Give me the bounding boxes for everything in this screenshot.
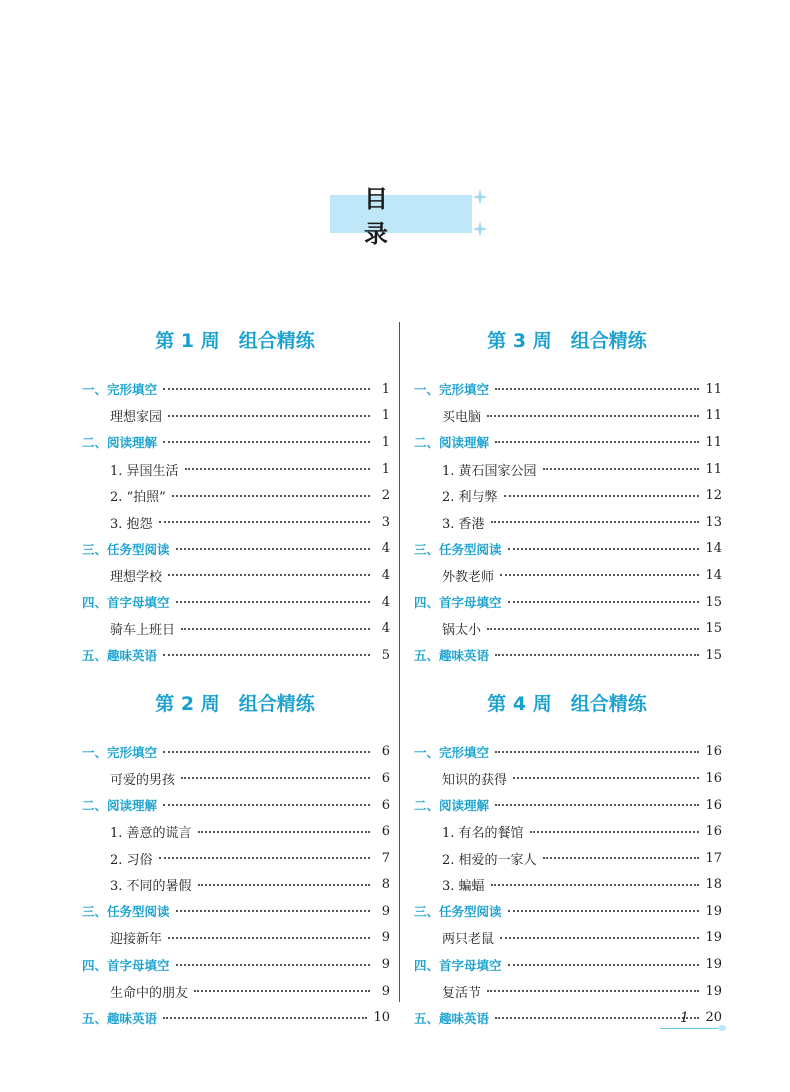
toc-entry-row[interactable]	[412, 845, 722, 872]
week-block	[412, 326, 722, 669]
dot-leader	[168, 411, 370, 417]
toc-section-row[interactable]	[412, 898, 722, 925]
dot-leader	[495, 800, 699, 806]
toc-entry-label: 五、趣味英语	[82, 648, 158, 664]
dot-leader	[163, 650, 370, 656]
toc-entry-row[interactable]	[412, 456, 722, 483]
toc-entry-label: 3. 香港	[442, 516, 485, 532]
toc-entry-label: 五、趣味英语	[414, 1010, 490, 1026]
toc-entry-row[interactable]	[412, 615, 722, 642]
toc-entry-label: 2. 习俗	[110, 852, 153, 868]
dot-leader	[543, 464, 700, 470]
dot-leader	[181, 624, 370, 630]
toc-entry-row[interactable]	[80, 872, 390, 899]
dot-leader	[168, 570, 370, 576]
toc-entry-label: 二、阅读理解	[82, 435, 158, 451]
toc-page-number: 15	[705, 621, 722, 637]
toc-entry-label: 二、阅读理解	[414, 435, 490, 451]
toc-section-row[interactable]	[80, 536, 390, 563]
week-block	[80, 689, 390, 1032]
toc-entry-label: 五、趣味英语	[82, 1010, 158, 1026]
toc-entry-label: 三、任务型阅读	[414, 904, 502, 920]
toc-entry-label: 两只老鼠	[442, 932, 495, 948]
dot-leader	[163, 384, 370, 390]
week-title: 第 1 周 组合精练	[155, 330, 315, 352]
toc-page-number: 2	[381, 488, 390, 504]
toc-page-number: 11	[705, 461, 722, 477]
dot-leader	[163, 1013, 367, 1019]
toc-section-row[interactable]	[412, 589, 722, 616]
toc-entry-label: 迎接新年	[110, 932, 163, 948]
toc-section-row[interactable]	[412, 739, 722, 766]
dot-leader	[176, 544, 370, 550]
dot-leader	[168, 933, 370, 939]
footer-ornament	[718, 1025, 726, 1031]
toc-page-number: 19	[705, 903, 722, 919]
dot-leader	[495, 437, 699, 443]
toc-entry-label: 四、首字母填空	[414, 595, 502, 611]
toc-page-number: 20	[705, 1010, 722, 1026]
toc-entry-label: 五、趣味英语	[414, 648, 490, 664]
toc-entry-label: 四、首字母填空	[82, 595, 170, 611]
dot-leader	[495, 384, 699, 390]
toc-section-row[interactable]	[412, 536, 722, 563]
column-divider	[399, 322, 400, 1002]
toc-page-number: 16	[705, 797, 722, 813]
dot-leader	[163, 800, 370, 806]
toc-entry-label: 知识的获得	[442, 772, 508, 788]
dot-leader	[185, 464, 370, 470]
toc-page-number: 1	[381, 461, 390, 477]
toc-entry-row[interactable]	[80, 403, 390, 430]
toc-section-row[interactable]	[80, 1004, 390, 1031]
dot-leader	[198, 827, 370, 833]
toc-section-row[interactable]	[80, 739, 390, 766]
dot-leader	[508, 597, 700, 603]
dot-leader	[176, 597, 370, 603]
toc-entry-label: 理想学校	[110, 569, 163, 585]
toc-entry-label: 1. 善意的谎言	[110, 826, 192, 842]
dot-leader	[508, 544, 700, 550]
toc-entry-label: 四、首字母填空	[82, 957, 170, 973]
toc-page-number: 15	[705, 647, 722, 663]
toc-entry-label: 骑车上班日	[110, 623, 176, 639]
toc-page-number: 6	[381, 744, 390, 760]
toc-entry-label: 一、完形填空	[82, 382, 158, 398]
toc-entry-row[interactable]	[80, 615, 390, 642]
dot-leader	[495, 1013, 699, 1019]
toc-page-number: 1	[381, 434, 390, 450]
dot-leader	[176, 906, 370, 912]
toc-entry-label: 二、阅读理解	[414, 798, 490, 814]
toc-page-number: 19	[705, 983, 722, 999]
week-title: 第 3 周 组合精练	[487, 330, 647, 352]
toc-entry-label: 可爱的男孩	[110, 772, 176, 788]
dot-leader	[508, 960, 700, 966]
toc-section-row[interactable]	[80, 429, 390, 456]
dot-leader	[176, 960, 370, 966]
toc-entry-row[interactable]	[80, 765, 390, 792]
toc-entry-label: 3. 蝙蝠	[442, 879, 485, 895]
toc-entry-label: 2. “拍照”	[110, 490, 166, 506]
toc-page-number: 10	[373, 1010, 390, 1026]
toc-entry-label: 理想家园	[110, 410, 163, 426]
toc-entry-label: 四、首字母填空	[414, 957, 502, 973]
week-title: 第 4 周 组合精练	[487, 692, 647, 715]
toc-section-row[interactable]	[80, 951, 390, 978]
toc-page-number: 3	[381, 514, 390, 530]
toc-entry-row[interactable]	[80, 482, 390, 509]
toc-entry-row[interactable]	[412, 403, 722, 430]
toc-section-row[interactable]	[412, 642, 722, 669]
toc-page-number: 9	[381, 903, 390, 919]
toc-entry-label: 买电脑	[442, 410, 482, 426]
toc-entry-label: 一、完形填空	[414, 744, 490, 760]
toc-page-number: 6	[381, 770, 390, 786]
toc-entry-label: 一、完形填空	[82, 744, 158, 760]
toc-entry-label: 生命中的朋友	[110, 985, 189, 1001]
toc-section-row[interactable]	[80, 589, 390, 616]
toc-entry-label: 三、任务型阅读	[82, 541, 170, 557]
dot-leader	[530, 827, 700, 833]
dot-leader	[159, 517, 370, 523]
toc-column-left	[80, 326, 390, 1031]
toc-page-number: 14	[705, 567, 722, 583]
toc-page-number: 11	[705, 434, 722, 450]
toc-entry-row[interactable]	[412, 765, 722, 792]
toc-entry-row[interactable]	[412, 925, 722, 952]
toc-page-number: 16	[705, 744, 722, 760]
toc-entry-label: 2. 相爱的一家人	[442, 852, 537, 868]
toc-entry-row[interactable]	[80, 925, 390, 952]
toc-entry-label: 3. 抱怨	[110, 516, 153, 532]
toc-entry-label: 2. 利与弊	[442, 490, 498, 506]
toc-page-number: 6	[381, 797, 390, 813]
dot-leader	[508, 906, 700, 912]
toc-entry-label: 锅太小	[442, 623, 482, 639]
toc-page-number: 1	[381, 381, 390, 397]
week-block	[412, 689, 722, 1032]
dot-leader	[181, 773, 370, 779]
dot-leader	[198, 880, 370, 886]
toc-page-number: 4	[381, 541, 390, 557]
toc-title: 目录	[364, 185, 422, 248]
toc-entry-label: 二、阅读理解	[82, 798, 158, 814]
toc-page-number: 8	[381, 877, 390, 893]
toc-page-number: 11	[705, 408, 722, 424]
toc-section-row[interactable]	[80, 376, 390, 403]
toc-page-number: 6	[381, 824, 390, 840]
toc-page-number: 9	[381, 957, 390, 973]
dot-leader	[495, 650, 699, 656]
toc-page-number: 15	[705, 594, 722, 610]
toc-section-row[interactable]	[412, 376, 722, 403]
toc-entry-row[interactable]	[412, 482, 722, 509]
toc-entry-label: 复活节	[442, 985, 482, 1001]
toc-entry-row[interactable]	[412, 562, 722, 589]
toc-entry-row[interactable]	[80, 845, 390, 872]
sparkle-icon	[472, 221, 488, 237]
toc-page-number: 19	[705, 957, 722, 973]
toc-page-number: 4	[381, 567, 390, 583]
toc-page-number: 19	[705, 930, 722, 946]
toc-section-row[interactable]	[412, 951, 722, 978]
toc-section-row[interactable]	[80, 898, 390, 925]
dot-leader	[487, 624, 699, 630]
toc-entry-label: 1. 黄石国家公园	[442, 463, 537, 479]
toc-entry-label: 一、完形填空	[414, 382, 490, 398]
dot-leader	[491, 517, 700, 523]
toc-entry-row[interactable]	[80, 562, 390, 589]
dot-leader	[491, 880, 700, 886]
dot-leader	[487, 411, 699, 417]
sparkle-icon	[472, 189, 488, 205]
toc-entry-label: 1. 异国生活	[110, 463, 179, 479]
toc-entry-row[interactable]	[412, 509, 722, 536]
toc-entry-label: 3. 不同的暑假	[110, 879, 192, 895]
toc-page-number: 4	[381, 621, 390, 637]
toc-entry-row[interactable]	[80, 818, 390, 845]
toc-section-row[interactable]	[80, 792, 390, 819]
dot-leader	[495, 747, 699, 753]
toc-entry-row[interactable]	[412, 978, 722, 1005]
toc-page-number: 4	[381, 594, 390, 610]
toc-entry-row[interactable]	[80, 509, 390, 536]
dot-leader	[543, 853, 700, 859]
dot-leader	[500, 933, 699, 939]
toc-entry-row[interactable]	[80, 456, 390, 483]
toc-column-right	[412, 326, 722, 1031]
toc-entry-label: 三、任务型阅读	[82, 904, 170, 920]
toc-section-row[interactable]	[412, 792, 722, 819]
toc-page-number: 16	[705, 770, 722, 786]
dot-leader	[172, 491, 370, 497]
dot-leader	[194, 986, 370, 992]
dot-leader	[163, 437, 370, 443]
toc-entry-label: 1. 有名的餐馆	[442, 826, 524, 842]
dot-leader	[487, 986, 699, 992]
toc-entry-row[interactable]	[80, 978, 390, 1005]
toc-page-number: 9	[381, 983, 390, 999]
toc-page-number: 5	[381, 647, 390, 663]
toc-page-number: 7	[381, 850, 390, 866]
toc-page-number: 9	[381, 930, 390, 946]
toc-page-number: 12	[705, 488, 722, 504]
toc-section-row[interactable]	[412, 429, 722, 456]
footer-line	[660, 1028, 724, 1029]
dot-leader	[504, 491, 700, 497]
dot-leader	[163, 747, 370, 753]
toc-page-number: 16	[705, 824, 722, 840]
toc-page-number: 17	[705, 850, 722, 866]
toc-entry-row[interactable]	[412, 872, 722, 899]
toc-entry-label: 外教老师	[442, 569, 495, 585]
dot-leader	[513, 773, 699, 779]
week-block	[80, 326, 390, 669]
toc-page-number: 1	[381, 408, 390, 424]
toc-section-row[interactable]	[80, 642, 390, 669]
page-number: 1	[680, 1010, 689, 1026]
dot-leader	[159, 853, 370, 859]
week-title: 第 2 周 组合精练	[155, 692, 315, 715]
toc-page-number: 18	[705, 877, 722, 893]
toc-page-number: 13	[705, 514, 722, 530]
toc-page-number: 11	[705, 381, 722, 397]
toc-entry-label: 三、任务型阅读	[414, 541, 502, 557]
toc-title-box	[330, 185, 472, 248]
toc-entry-row[interactable]	[412, 818, 722, 845]
toc-page-number: 14	[705, 541, 722, 557]
dot-leader	[500, 570, 699, 576]
